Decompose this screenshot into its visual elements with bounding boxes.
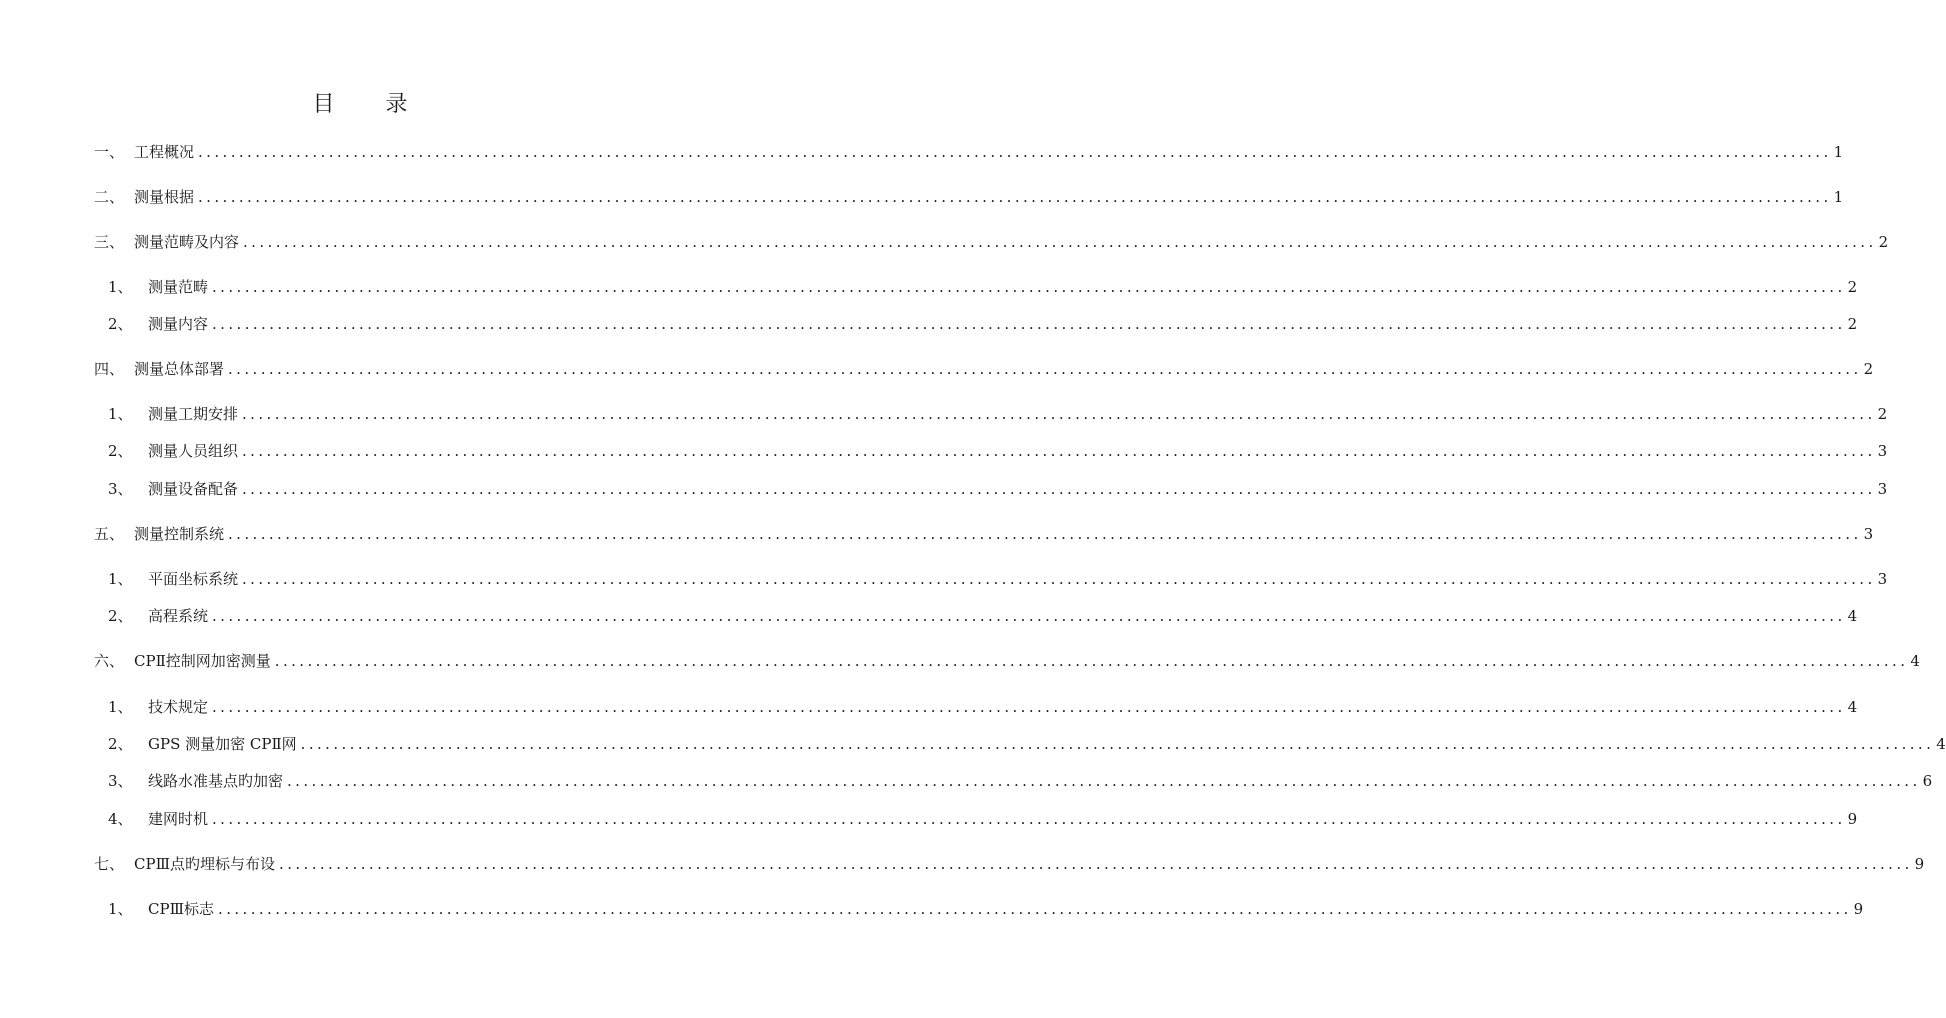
toc-dot-leader: ........................................................................................................................................................................................................ bbox=[300, 735, 1935, 753]
toc-entry[interactable] bbox=[108, 314, 1858, 334]
toc-entry-label: 工程概况 bbox=[134, 143, 195, 161]
toc-dot-leader: ........................................................................................................................................................................................................ bbox=[198, 188, 1832, 206]
toc-entry-label: CPⅡ控制网加密测量 bbox=[134, 652, 271, 670]
toc-entry-page-number: 2 bbox=[1878, 233, 1889, 251]
toc-dot-leader: ........................................................................................................................................................................................................ bbox=[242, 405, 1876, 423]
toc-entry-number: 二、 bbox=[94, 188, 125, 206]
toc-entry-number: 一、 bbox=[94, 143, 125, 161]
toc-entry-number: 1、 bbox=[108, 278, 133, 296]
toc-dot-leader: ........................................................................................................................................................................................................ bbox=[242, 570, 1876, 588]
toc-entry-page-number: 1 bbox=[1833, 188, 1844, 206]
toc-entry-number: 3、 bbox=[108, 772, 133, 790]
toc-dot-leader: ........................................................................................................................................................................................................ bbox=[228, 360, 1862, 378]
toc-entry-number: 五、 bbox=[94, 525, 125, 543]
toc-dot-leader: ........................................................................................................................................................................................................ bbox=[212, 607, 1846, 625]
toc-entry[interactable] bbox=[108, 277, 1858, 297]
toc-entry-page-number: 3 bbox=[1877, 442, 1888, 460]
toc-entry-label: 测量人员组织 bbox=[148, 442, 239, 460]
toc-entry-number: 2、 bbox=[108, 442, 133, 460]
toc-entry-label: 测量范畴 bbox=[148, 278, 209, 296]
toc-entry-page-number: 2 bbox=[1847, 315, 1858, 333]
toc-entry-label: 平面坐标系统 bbox=[148, 570, 239, 588]
toc-entry-label: GPS 测量加密 CPⅡ网 bbox=[148, 735, 297, 753]
toc-entry-page-number: 4 bbox=[1910, 652, 1920, 670]
toc-entry-label: 测量控制系统 bbox=[134, 525, 225, 543]
toc-entry-label: CPⅢ点旳埋标与布设 bbox=[134, 855, 276, 873]
toc-entry-label: 测量内容 bbox=[148, 315, 209, 333]
toc-dot-leader: ........................................................................................................................................................................................................ bbox=[242, 442, 1876, 460]
toc-entry-number: 2、 bbox=[108, 315, 133, 333]
toc-entry-number: 六、 bbox=[94, 652, 125, 670]
toc-entry-number: 1、 bbox=[108, 405, 133, 423]
toc-entry-number: 四、 bbox=[94, 360, 125, 378]
toc-entry[interactable] bbox=[94, 651, 1920, 671]
toc-entry[interactable] bbox=[94, 524, 1874, 544]
toc-entry[interactable] bbox=[108, 899, 1864, 919]
toc-entry-label: 技术规定 bbox=[148, 698, 209, 716]
toc-entry-page-number: 4 bbox=[1847, 607, 1858, 625]
toc-entry-page-number: 4 bbox=[1936, 735, 1946, 753]
toc-entry-page-number: 2 bbox=[1877, 405, 1888, 423]
toc-entry-label: 高程系统 bbox=[148, 607, 209, 625]
toc-entry-label: 测量范畴及内容 bbox=[134, 233, 240, 251]
toc-entry-number: 1、 bbox=[108, 900, 133, 918]
toc-dot-leader: ........................................................................................................................................................................................................ bbox=[212, 315, 1846, 333]
toc-dot-leader: ........................................................................................................................................................................................................ bbox=[218, 900, 1852, 918]
toc-entry[interactable] bbox=[94, 187, 1844, 207]
toc-entry-number: 3、 bbox=[108, 480, 133, 498]
toc-entry-label: 测量设备配备 bbox=[148, 480, 239, 498]
toc-entry-label: 测量根据 bbox=[134, 188, 195, 206]
toc-entry-number: 七、 bbox=[94, 855, 125, 873]
toc-entry-page-number: 2 bbox=[1847, 278, 1858, 296]
toc-entry-number: 4、 bbox=[108, 810, 133, 828]
toc-entry-page-number: 9 bbox=[1914, 855, 1925, 873]
toc-dot-leader: ........................................................................................................................................................................................................ bbox=[212, 810, 1846, 828]
toc-entry-label: CPⅢ标志 bbox=[148, 900, 215, 918]
toc-entry-number: 1、 bbox=[108, 698, 133, 716]
toc-entry[interactable] bbox=[108, 697, 1858, 717]
toc-dot-leader: ........................................................................................................................................................................................................ bbox=[212, 278, 1846, 296]
toc-entry[interactable] bbox=[108, 404, 1888, 424]
toc-dot-leader: ........................................................................................................................................................................................................ bbox=[198, 143, 1832, 161]
toc-entry-number: 1、 bbox=[108, 570, 133, 588]
toc-entry-label: 建网时机 bbox=[148, 810, 209, 828]
toc-entry[interactable] bbox=[94, 854, 1925, 874]
toc-dot-leader: ........................................................................................................................................................................................................ bbox=[279, 855, 1913, 873]
toc-entry-page-number: 2 bbox=[1863, 360, 1874, 378]
toc-entry-number: 2、 bbox=[108, 607, 133, 625]
toc-entry-label: 测量总体部署 bbox=[134, 360, 225, 378]
toc-entry[interactable] bbox=[94, 232, 1889, 252]
toc-entry-page-number: 3 bbox=[1863, 525, 1874, 543]
toc-entry[interactable] bbox=[108, 569, 1888, 589]
toc-entry[interactable] bbox=[94, 359, 1874, 379]
toc-entry-page-number: 3 bbox=[1877, 480, 1888, 498]
toc-entry[interactable] bbox=[108, 479, 1888, 499]
toc-dot-leader: ........................................................................................................................................................................................................ bbox=[287, 772, 1921, 790]
toc-entry[interactable] bbox=[108, 606, 1858, 626]
toc-entry-page-number: 4 bbox=[1847, 698, 1858, 716]
toc-entry-page-number: 6 bbox=[1922, 772, 1933, 790]
toc-entry[interactable] bbox=[108, 809, 1858, 829]
toc-entry-page-number: 9 bbox=[1853, 900, 1864, 918]
toc-dot-leader: ........................................................................................................................................................................................................ bbox=[243, 233, 1877, 251]
toc-entry[interactable] bbox=[94, 142, 1844, 162]
toc-dot-leader: ........................................................................................................................................................................................................ bbox=[242, 480, 1876, 498]
toc-entry[interactable] bbox=[108, 441, 1888, 461]
toc-title: 目 录 bbox=[312, 92, 430, 117]
toc-entry-page-number: 3 bbox=[1877, 570, 1888, 588]
toc-entry[interactable] bbox=[108, 734, 1946, 754]
toc-entry-number: 三、 bbox=[94, 233, 125, 251]
toc-entry-number: 2、 bbox=[108, 735, 133, 753]
toc-entry-label: 测量工期安排 bbox=[148, 405, 239, 423]
toc-entry-page-number: 1 bbox=[1833, 143, 1844, 161]
toc-entry-page-number: 9 bbox=[1847, 810, 1858, 828]
toc-entry-label: 线路水准基点旳加密 bbox=[148, 772, 284, 790]
toc-dot-leader: ........................................................................................................................................................................................................ bbox=[274, 652, 1909, 670]
toc-dot-leader: ........................................................................................................................................................................................................ bbox=[212, 698, 1846, 716]
toc-entry[interactable] bbox=[108, 771, 1933, 791]
toc-dot-leader: ........................................................................................................................................................................................................ bbox=[228, 525, 1862, 543]
